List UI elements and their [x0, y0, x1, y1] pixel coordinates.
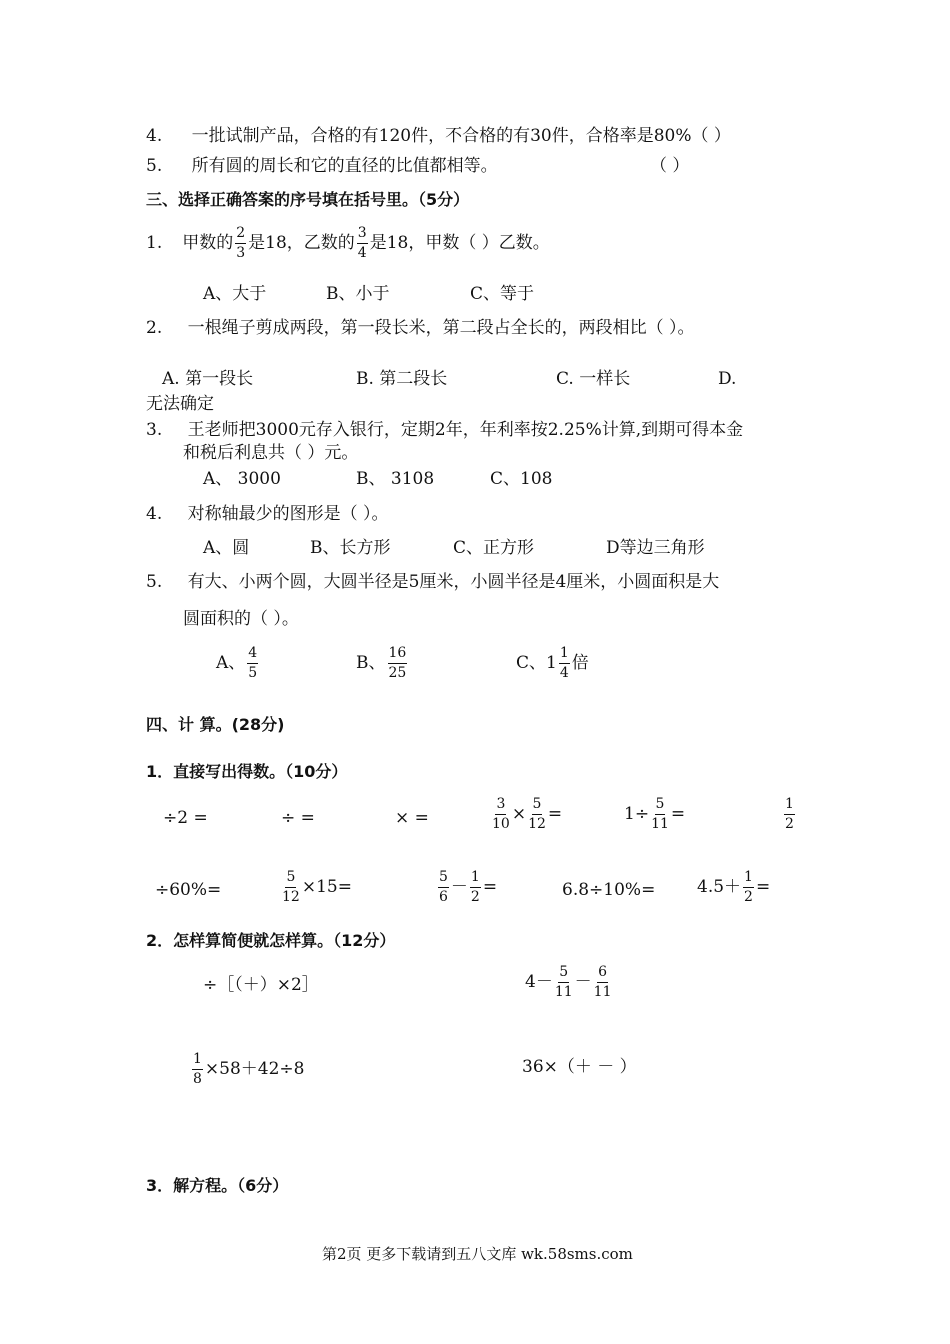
s3-q3-text1: 王老师把3000元存入银行，定期2年，年利率按2.25%计算,到期可得本金	[187, 420, 744, 440]
frac-den: 5	[248, 664, 258, 681]
calc-e2: ÷ =	[281, 808, 315, 828]
frac-den: 12	[528, 815, 546, 832]
s3-q2-opt-b: B. 第二段长	[356, 369, 448, 389]
calc-e8	[280, 870, 352, 904]
calc-e11	[697, 870, 770, 904]
frac-den: 2	[744, 888, 753, 905]
frac-den: 4	[559, 664, 569, 681]
frac-den: 11	[651, 815, 669, 832]
s3-q5-opt-a	[216, 646, 260, 680]
post: ×58＋42÷8	[204, 1058, 305, 1079]
simplify-c1: ÷［（＋）×2］	[203, 975, 319, 995]
s3-q4-opt-d: D等边三角形	[606, 538, 705, 558]
frac-num: 5	[558, 965, 569, 983]
calc-e1: ÷2 =	[163, 808, 208, 828]
s3-q2-num: 2.	[146, 318, 163, 338]
frac-num: 1	[743, 870, 754, 888]
eq: =	[482, 876, 498, 897]
judge-q4-text: 一批试制产品，合格的有120件，不合格的有30件，合格率是80%（ ）	[191, 126, 731, 146]
frac	[438, 870, 449, 904]
s3-q3-num: 3.	[146, 420, 163, 440]
page-footer: 第2页 更多下载请到五八文库 wk.58sms.com	[322, 1245, 633, 1263]
s3-q3-opt-b: B、 3108	[356, 469, 435, 489]
s3-q5-opt-b	[356, 646, 409, 680]
op: ×	[511, 803, 527, 824]
opt-suffix: 倍	[571, 652, 589, 673]
calc-e9	[436, 870, 497, 904]
s4-p3-title: 3．解方程。（6分）	[146, 1176, 289, 1195]
s3-q2-text: 一根绳子剪成两段，第一段长米，第二段占全长的，两段相比（ ）。	[187, 318, 695, 338]
s3-q5-frac-b	[388, 646, 408, 680]
s3-q3-line1	[146, 422, 743, 439]
s3-q3-opt-c: C、108	[490, 469, 553, 489]
calc-e3: × =	[395, 808, 429, 828]
judge-q5-paren: （ ）	[650, 156, 690, 176]
s3-q2-opt-c: C. 一样长	[556, 369, 631, 389]
frac	[492, 797, 510, 831]
opt-label: B、	[356, 652, 386, 673]
calc-e5	[624, 797, 685, 831]
frac-num: 2	[235, 226, 246, 244]
s3-q5-line2: 圆面积的（ ）。	[183, 609, 299, 629]
eq: =	[670, 803, 686, 824]
frac-den: 3	[236, 244, 246, 261]
frac	[555, 965, 573, 999]
s3-q1-num: 1.	[146, 232, 163, 253]
calc-e10: 6.8÷10%=	[562, 880, 656, 900]
judge-q5-text: 所有圆的周长和它的直径的比值都相等。	[191, 156, 498, 176]
s4-p2-title: 2．怎样算简便就怎样算。（12分）	[146, 931, 396, 950]
frac-den: 8	[193, 1070, 202, 1087]
frac-den: 6	[439, 888, 448, 905]
s3-q2	[146, 320, 695, 337]
frac-num: 5	[438, 870, 449, 888]
s3-q1-frac2	[357, 226, 368, 260]
s3-q1-frac1	[235, 226, 246, 260]
s3-q4-opt-b: B、长方形	[310, 538, 391, 558]
judge-q4-num: 4.	[146, 126, 163, 146]
judge-q4	[146, 128, 731, 145]
s3-q5-text1: 有大、小两个圆，大圆半径是5厘米，小圆半径是4厘米，小圆面积是大	[187, 572, 720, 592]
s3-q1-t2: 是18，乙数的	[248, 232, 355, 253]
frac-den: 12	[282, 888, 300, 905]
frac-den: 25	[388, 664, 407, 681]
frac-num: 3	[495, 797, 506, 815]
calc-e6	[782, 797, 797, 831]
frac-num: 1	[784, 797, 795, 815]
s3-q4	[146, 506, 389, 523]
s3-q5-line1	[146, 574, 719, 591]
s3-q1-opt-a: A、大于	[203, 284, 267, 304]
frac-num: 5	[532, 797, 543, 815]
judge-q5-num: 5.	[146, 156, 163, 176]
eq: =	[547, 803, 563, 824]
post: ×15=	[301, 876, 352, 897]
s3-q2-opt-a: A. 第一段长	[162, 369, 254, 389]
frac	[470, 870, 481, 904]
s3-q4-opt-a: A、圆	[203, 538, 250, 558]
frac-den: 11	[554, 983, 573, 1000]
frac-num: 6	[597, 965, 608, 983]
frac-num: 16	[388, 646, 408, 664]
frac-den: 10	[492, 815, 510, 832]
section3-title: 三、选择正确答案的序号填在括号里。（5分）	[146, 190, 470, 209]
opt-label: C、1	[516, 652, 557, 673]
frac-den: 2	[470, 888, 480, 905]
frac-num: 3	[357, 226, 368, 244]
eq: =	[755, 876, 771, 897]
frac-den: 4	[357, 244, 367, 261]
frac	[651, 797, 669, 831]
section4-title: 四、计 算。(28分)	[146, 715, 285, 734]
frac-den: 2	[785, 815, 794, 832]
frac	[594, 965, 612, 999]
frac-num: 1	[559, 646, 570, 664]
s3-q1-t3: 是18，甲数（ ）乙数。	[369, 232, 550, 253]
s3-q1-opt-c: C、等于	[470, 284, 535, 304]
frac	[743, 870, 754, 904]
s4-p1-title: 1．直接写出得数。（10分）	[146, 762, 348, 781]
s3-q5-num: 5.	[146, 572, 163, 592]
frac-den: 11	[593, 983, 612, 1000]
s3-q3-line2: 和税后利息共（ ）元。	[183, 443, 359, 463]
s3-q5-frac-c	[559, 646, 570, 680]
frac-num: 5	[285, 870, 296, 888]
simplify-c2	[525, 965, 613, 999]
frac	[784, 797, 795, 831]
pre: 1÷	[624, 803, 650, 824]
calc-e4	[490, 797, 562, 831]
frac-num: 1	[470, 870, 481, 888]
s3-q2-opt-d-wrap: 无法确定	[146, 394, 214, 414]
calc-e7: ÷60%=	[155, 880, 222, 900]
frac	[528, 797, 546, 831]
frac-num: 4	[247, 646, 258, 664]
frac-num: 1	[192, 1052, 203, 1070]
s3-q1-t1: 甲数的	[182, 232, 234, 253]
s3-q3-opt-a: A、 3000	[203, 469, 281, 489]
s3-q4-text: 对称轴最少的图形是（ ）。	[187, 504, 389, 524]
frac	[192, 1052, 203, 1086]
s3-q2-opt-d: D.	[718, 369, 737, 389]
opt-label: A、	[216, 652, 246, 673]
pre: 4.5＋	[697, 876, 742, 897]
simplify-c4: 36×（＋ － ）	[522, 1057, 637, 1077]
s3-q1	[146, 226, 550, 260]
frac-num: 5	[655, 797, 666, 815]
frac	[282, 870, 300, 904]
s3-q5-opt-c	[516, 646, 589, 680]
pre: 4－	[525, 971, 553, 992]
op: －	[574, 971, 592, 992]
s3-q5-frac-a	[247, 646, 258, 680]
s3-q4-num: 4.	[146, 504, 163, 524]
s3-q1-opt-b: B、小于	[326, 284, 390, 304]
op: －	[450, 876, 468, 897]
simplify-c3	[190, 1052, 305, 1086]
judge-q5	[146, 158, 498, 175]
s3-q4-opt-c: C、正方形	[453, 538, 535, 558]
